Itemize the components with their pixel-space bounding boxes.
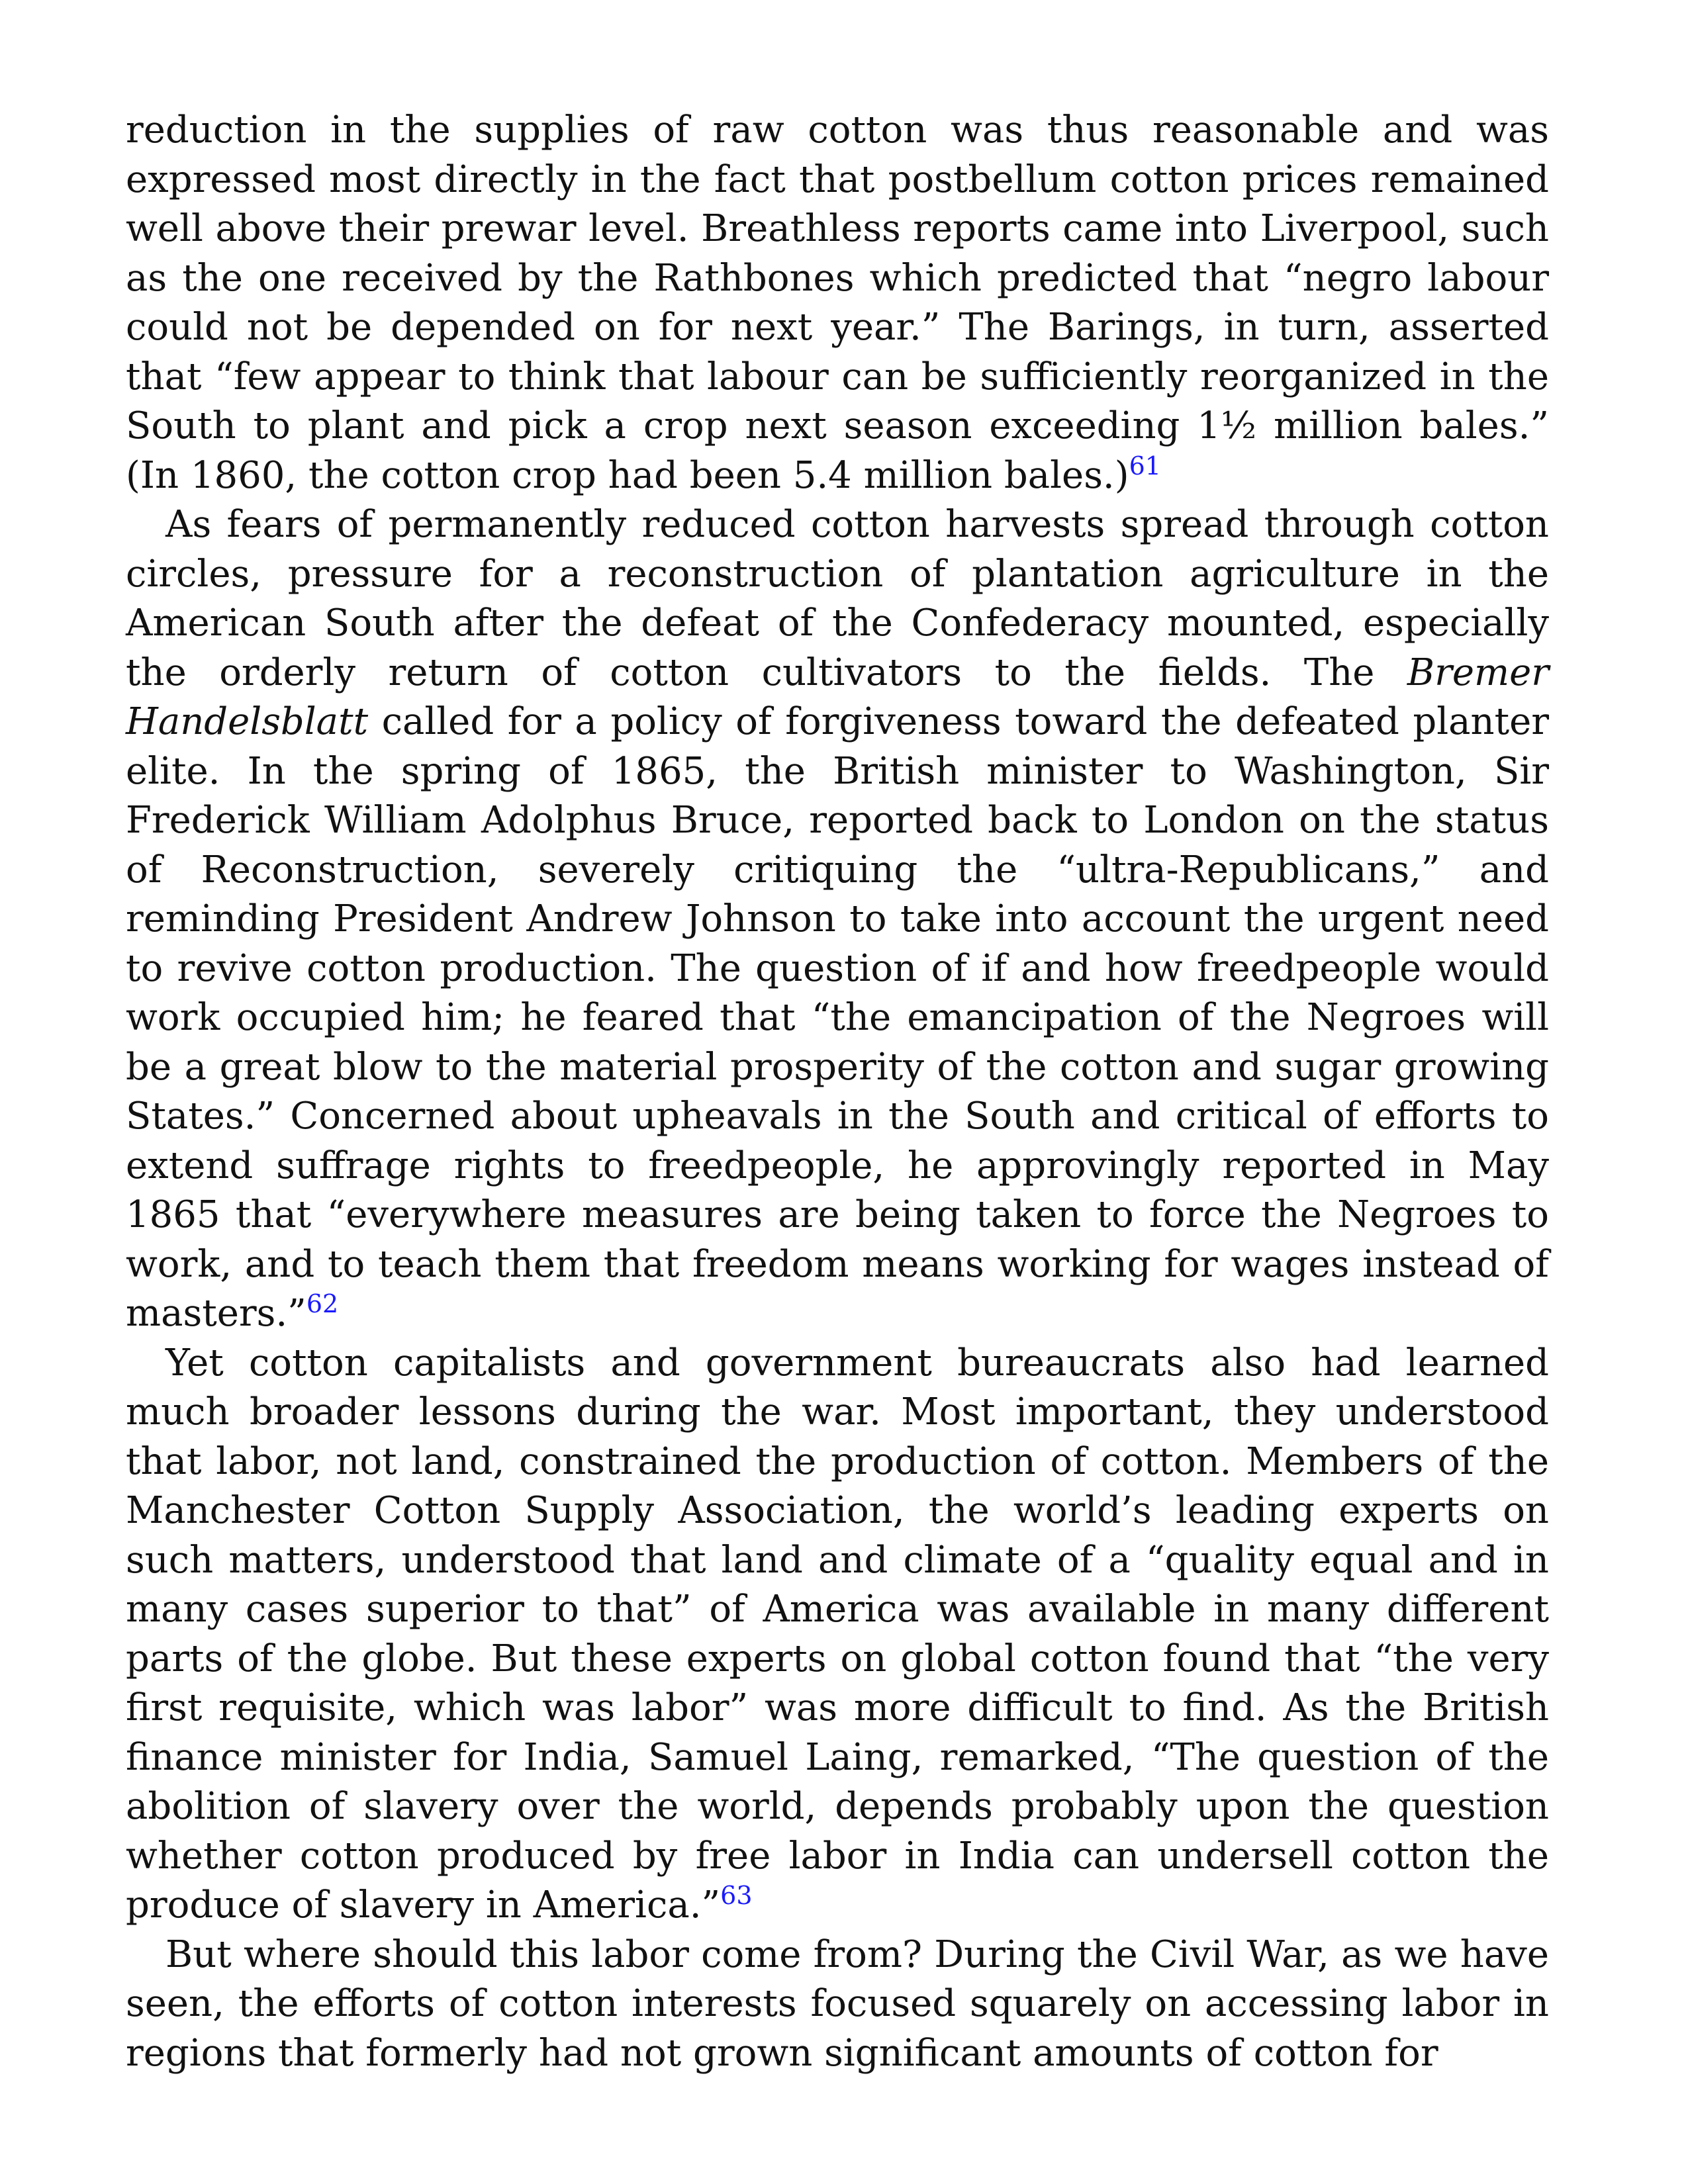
paragraph-2	[126, 500, 1549, 1339]
paragraph-3	[126, 1339, 1549, 1931]
footnote-link-63[interactable]: 63	[720, 1881, 753, 1910]
paragraph-4	[126, 1931, 1549, 2079]
book-page-body	[126, 106, 1549, 2078]
paragraph-1-text: reduction in the supplies of raw cotton was thus reasonable and was expressed most directly in the fact that postbellum cotton prices remained well above their prewar level. Breathless reports came into Liverpool, such as the one received by the Rathbones which predicted that “negro labour could not be depended on for next year.” The Barings, in turn, asserted that “few appear to think that labour can be sufficiently reorganized in the South to plant and pick a crop next season exceeding 1½ million bales.” (In 1860, the cotton crop had been 5.4 million bales.)	[126, 109, 1549, 497]
publication-title-bremer-handelsblatt: Bremer Handelsblatt	[126, 651, 1549, 743]
paragraph-3-text: Yet cotton capitalists and government bureaucrats also had learned much broader lessons during the war. Most important, they understood that labor, not land, constrained the production of cotton. Members of the Manchester Cotton Supply Association, the world’s leading experts on such matters, understood that land and climate of a “quality equal and in many cases superior to that” of America was available in many different parts of the globe. But these experts on global cotton found that “the very first requisite, which was labor” was more difficult to find. As the British finance minister for India, Samuel Laing, remarked, “The question of the abolition of slavery over the world, depends probably upon the question whether cotton produced by free labor in India can undersell cotton the produce of slavery in America.”	[126, 1341, 1549, 1927]
footnote-link-62[interactable]: 62	[306, 1289, 339, 1318]
paragraph-4-text: But where should this labor come from? During the Civil War, as we have seen, the efforts of cotton interests focused squarely on accessing labor in regions that formerly had not grown significant amounts of cotton for	[126, 1933, 1549, 2075]
paragraph-1	[126, 106, 1549, 500]
paragraph-2-text-a: As fears of permanently reduced cotton harvests spread through cotton circles, pressure for a reconstruction of plantation agriculture in the American South after the defeat of the Confederacy mounted, especially the orderly return of cotton cultivators to the fields. The	[126, 503, 1549, 694]
footnote-link-61[interactable]: 61	[1129, 451, 1161, 480]
paragraph-2-text-b: called for a policy of forgiveness toward the defeated planter elite. In the spring of 1865, the British minister to Washington, Sir Frederick William Adolphus Bruce, reported back to London on the status of Reconstruction, severely critiquing the “ultra-Republicans,” and reminding President Andrew Johnson to take into account the urgent need to revive cotton production. The question of if and how freedpeople would work occupied him; he feared that “the emancipation of the Negroes will be a great blow to the material prosperity of the cotton and sugar growing States.” Concerned about upheavals in the South and critical of efforts to extend suffrage rights to freedpeople, he approvingly reported in May 1865 that “everywhere measures are being taken to force the Negroes to work, and to teach them that freedom means working for wages instead of masters.”	[126, 700, 1549, 1335]
